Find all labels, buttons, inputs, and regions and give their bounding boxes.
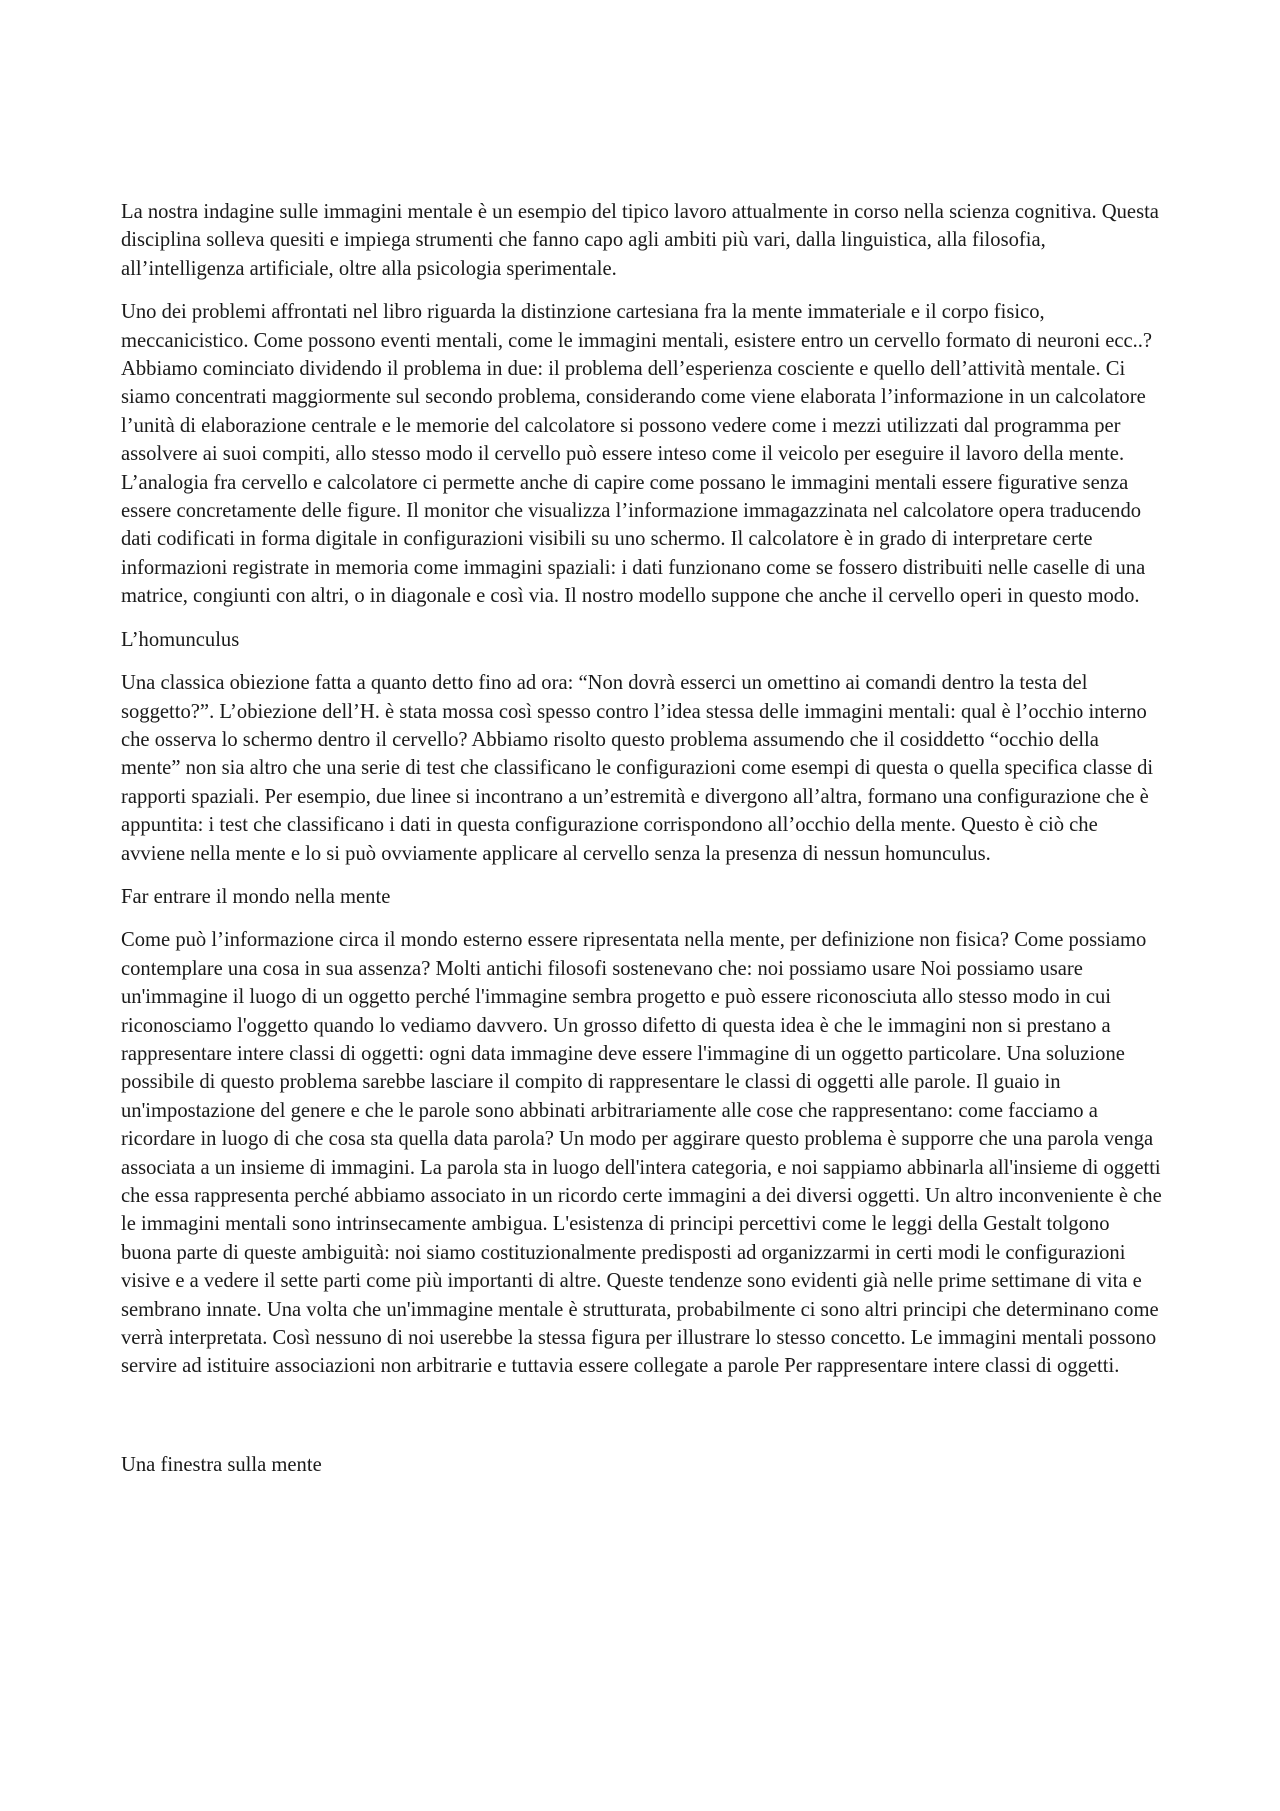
paragraph-cartesian-problem: Uno dei problemi affrontati nel libro riguarda la distinzione cartesiana fra la mente immateriale e il corpo fisico, meccanicistico. Come possono eventi mentali, come le immagini mentali, esistere entro un cervello formato di neuroni ecc..? Abbiamo cominciato dividendo il problema in due: il problema dell’esperienza cosciente e quello dell’attività mentale. Ci siamo concentrati maggiormente sul secondo problema, considerando come viene elaborata l’informazione in un calcolatore l’unità di elaborazione centrale e le memorie del calcolatore si possono vedere come i mezzi utilizzati dal programma per assolvere ai suoi compiti, allo stesso modo il cervello può essere inteso come il veicolo per eseguire il lavoro della mente. L’analogia fra cervello e calcolatore ci permette anche di capire come possano le immagini mentali essere figurative senza essere concretamente delle figure. Il monitor che visualizza l’informazione immagazzinata nel calcolatore opera traducendo dati codificati in forma digitale in configurazioni visibili su uno schermo. Il calcolatore è in grado di interpretare certe informazioni registrate in memoria come immagini spaziali: i dati funzionano come se fossero distribuiti nelle caselle di una matrice, congiunti con altri, o in diagonale e così via. Il nostro modello suppone che anche il cervello operi in questo modo.	[121, 301, 1153, 608]
document-body	[121, 198, 1163, 1494]
section-heading-homunculus: L’homunculus	[121, 628, 240, 651]
section-heading-world-into-mind: Far entrare il mondo nella mente	[121, 885, 391, 908]
paragraph-intro: La nostra indagine sulle immagini mentale è un esempio del tipico lavoro attualmente in corso nella scienza cognitiva. Questa disciplina solleva quesiti e impiega strumenti che fanno capo agli ambiti più vari, dalla linguistica, alla filosofia, all’intelligenza artificiale, oltre alla psicologia sperimentale.	[121, 201, 1159, 280]
paragraph-world-into-mind: Come può l’informazione circa il mondo esterno essere ripresentata nella mente, per definizione non fisica? Come possiamo contemplare una cosa in sua assenza? Molti antichi filosofi sostenevano che: noi possiamo usare Noi possiamo usare un'immagine il luogo di un oggetto perché l'immagine sembra progetto e può essere riconosciuta allo stesso modo in cui riconosciamo l'oggetto quando lo vediamo davvero. Un grosso difetto di questa idea è che le immagini non si prestano a rappresentare intere classi di oggetti: ogni data immagine deve essere l'immagine di un oggetto particolare. Una soluzione possibile di questo problema sarebbe lasciare il compito di rappresentare le classi di oggetti alle parole. Il guaio in un'impostazione del genere e che le parole sono abbinati arbitrariamente alle cose che rappresentano: come facciamo a ricordare in luogo di che cosa sta quella data parola? Un modo per aggirare questo problema è supporre che una parola venga associata a un insieme di immagini. La parola sta in luogo dell'intera categoria, e noi sappiamo abbinarla all'insieme di oggetti che essa rappresenta perché abbiamo associato in un ricordo certe immagini a dei diversi oggetti. Un altro inconveniente è che le immagini mentali sono intrinsecamente ambigua. L'esistenza di principi percettivi come le leggi della Gestalt tolgono buona parte di queste ambiguità: noi siamo costituzionalmente predisposti ad organizzarmi in certi modi le configurazioni visive e a vedere il sette parti come più importanti di altre. Queste tendenze sono evidenti già nelle prime settimane di vita e sembrano innate. Una volta che un'immagine mentale è strutturata, probabilmente ci sono altri principi che determinano come verrà interpretata. Così nessuno di noi userebbe la stessa figura per illustrare lo stesso concetto. Le immagini mentali possono servire ad istituire associazioni non arbitrarie e tuttavia essere collegate a parole Per rappresentare intere classi di oggetti.	[121, 929, 1162, 1378]
paragraph-homunculus: Una classica obiezione fatta a quanto detto fino ad ora: “Non dovrà esserci un omettino ai comandi dentro la testa del soggetto?”. L’obiezione dell’H. è stata mossa così spesso contro l’idea stessa delle immagini mentali: qual è l’occhio interno che osserva lo schermo dentro il cervello? Abbiamo risolto questo problema assumendo che il cosiddetto “occhio della mente” non sia altro che una serie di test che classificano le configurazioni come esempi di questa o quella specifica classe di rapporti spaziali. Per esempio, due linee si incontrano a un’estremità e divergono all’altra, formano una configurazione che è appuntita: i test che classificano i dati in questa configurazione corrispondono all’occhio della mente. Questo è ciò che avviene nella mente e lo si può ovviamente applicare al cervello senza la presenza di nessun homunculus.	[121, 672, 1154, 865]
section-heading-window-on-mind: Una finestra sulla mente	[121, 1453, 322, 1476]
